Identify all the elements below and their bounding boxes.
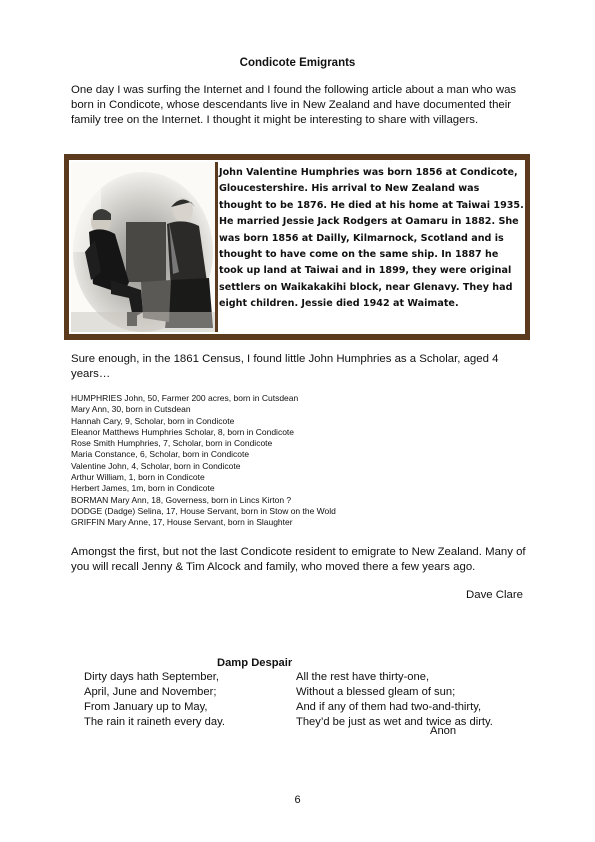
article-box <box>64 154 530 340</box>
census-entry: Rose Smith Humphries, 7, Scholar, born in Condicote <box>71 438 273 449</box>
article-box-text: John Valentine Humphries was born 1856 at Condicote, Gloucestershire. His arrival to New Zealand was thought to be 1876. He died at his home at Taiwai 1935. He married Jessie Jack Rodgers at Oamaru in 1882. She was born 1856 at Dailly, Kilmarnock, Scotland and is thought to have come on the same ship. In 1887 he took up land at Taiwai and in 1899, they were original settlers on Waikakakihi block, near Glenavy. They had eight children. Jessie died 1942 at Waimate. <box>219 167 524 310</box>
poem-author: Anon <box>430 725 457 737</box>
census-entry: Hannah Cary, 9, Scholar, born in Condicote <box>71 415 235 426</box>
poem-line: And if any of them had two-and-thirty, <box>296 701 482 713</box>
poem-line: Dirty days hath September, <box>84 671 219 683</box>
poem-line: The rain it raineth every day. <box>84 716 225 728</box>
poem-line: April, June and November; <box>84 686 217 698</box>
article-box-inner <box>69 160 525 334</box>
article-title: Condicote Emigrants <box>239 57 356 69</box>
census-entry: DODGE (Dadge) Selina, 17, House Servant, born in Stow on the Wold <box>71 505 336 516</box>
closing-paragraph: Amongst the first, but not the last Condicote resident to emigrate to New Zealand. Many of you will recall Jenny & Tim Alcock and family, who moved there a few years ago. <box>71 546 526 573</box>
census-entry: Eleanor Matthews Humphries Scholar, 8, born in Condicote <box>71 426 295 437</box>
poem-line: They’d be just as wet and twice as dirty. <box>296 716 493 728</box>
census-entry: HUMPHRIES John, 50, Farmer 200 acres, born in Cutsdean <box>71 393 299 403</box>
box-divider <box>215 162 218 332</box>
poem-left-column <box>84 670 284 730</box>
poem-line: From January up to May, <box>84 701 208 713</box>
census-entry: GRIFFIN Mary Anne, 17, House Servant, born in Slaughter <box>71 517 293 528</box>
couple-photo <box>71 162 216 332</box>
census-entry: Maria Constance, 6, Scholar, born in Condicote <box>71 449 250 460</box>
poem-line: All the rest have thirty-one, <box>296 671 430 683</box>
poem-title: Damp Despair <box>217 657 293 669</box>
page-number: 6 <box>294 794 301 806</box>
poem-line: Without a blessed gleam of sun; <box>296 686 456 698</box>
census-intro: Sure enough, in the 1861 Census, I found little John Humphries as a Scholar, aged 4 years… <box>71 353 499 380</box>
intro-paragraph: One day I was surfing the Internet and I found the following article about a man who was born in Condicote, whose descendants live in New Zealand and have documented their family tree on the Internet. I thought it might be interesting to share with villagers. <box>71 84 517 126</box>
census-entry: BORMAN Mary Ann, 18, Governess, born in Lincs Kirton ? <box>71 494 292 505</box>
census-entry: Valentine John, 4, Scholar, born in Condicote <box>71 460 241 471</box>
census-list <box>71 393 531 529</box>
census-entry: Herbert James, 1m, born in Condicote <box>71 483 215 494</box>
census-entry: Arthur William, 1, born in Condicote <box>71 472 205 483</box>
article-author: Dave Clare <box>466 589 523 601</box>
poem-right-column <box>296 670 536 730</box>
census-entry: Mary Ann, 30, born in Cutsdean <box>71 404 191 415</box>
